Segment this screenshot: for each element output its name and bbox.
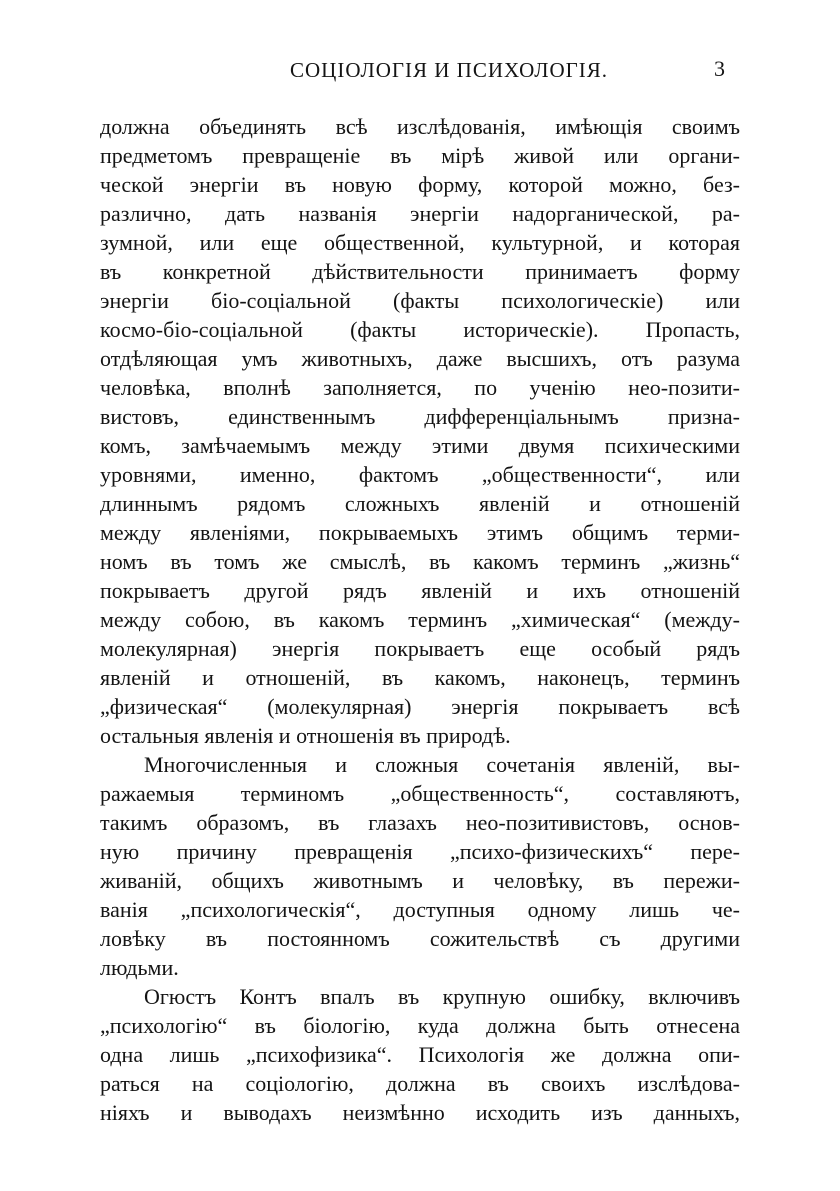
text-line: молекулярная) энергія покрываетъ еще особый рядъ bbox=[100, 636, 740, 661]
text-line: между явленіями, покрываемыхъ этимъ общимъ терми- bbox=[100, 520, 740, 545]
text-line: отдѣляющая умъ животныхъ, даже высшихъ, отъ разума bbox=[100, 346, 740, 371]
text-line: уровнями, именно, фактомъ „общественности“, или bbox=[100, 462, 740, 487]
text-line: покрываетъ другой рядъ явленій и ихъ отношеній bbox=[100, 578, 740, 603]
text-line: ную причину превращенія „психо-физическихъ“ пере- bbox=[100, 839, 740, 864]
text-line: между собою, въ какомъ терминъ „химическая“ (между- bbox=[100, 607, 740, 632]
text-line: Огюстъ Контъ впалъ въ крупную ошибку, включивъ bbox=[144, 984, 740, 1009]
text-line: космо-біо-соціальной (факты историческіе). Пропасть, bbox=[100, 317, 740, 342]
text-line: человѣка, вполнѣ заполняется, по ученію нео-позити- bbox=[100, 375, 740, 400]
text-line: живаній, общихъ животнымъ и человѣку, въ пережи- bbox=[100, 868, 740, 893]
paragraph-2 bbox=[100, 750, 740, 982]
body-text bbox=[100, 112, 740, 1127]
text-line: вистовъ, единственнымъ дифференціальнымъ призна- bbox=[100, 404, 740, 429]
text-line: „психологію“ въ біологію, куда должна быть отнесена bbox=[100, 1013, 740, 1038]
text-line: должна объединять всѣ изслѣдованія, имѣющія своимъ bbox=[100, 114, 740, 139]
text-line: одна лишь „психофизика“. Психологія же должна опи- bbox=[100, 1042, 740, 1067]
paragraph-3 bbox=[100, 982, 740, 1127]
text-line: раться на соціологію, должна въ своихъ изслѣдова- bbox=[100, 1071, 740, 1096]
text-line: номъ въ томъ же смыслѣ, въ какомъ терминъ „жизнь“ bbox=[100, 549, 740, 574]
text-line: въ конкретной дѣйствительности принимаетъ форму bbox=[100, 259, 740, 284]
text-line: ніяхъ и выводахъ неизмѣнно исходить изъ данныхъ, bbox=[100, 1100, 740, 1125]
text-line: ванія „психологическія“, доступныя одному лишь че- bbox=[100, 897, 740, 922]
paragraph-1 bbox=[100, 112, 740, 750]
text-line: зумной, или еще общественной, культурной, и которая bbox=[100, 230, 740, 255]
text-line: такимъ образомъ, въ глазахъ нео-позитивистовъ, основ- bbox=[100, 810, 740, 835]
text-line: предметомъ превращеніе въ мірѣ живой или органи- bbox=[100, 143, 740, 168]
text-line: различно, дать названія энергіи надорганической, ра- bbox=[100, 201, 740, 226]
text-line: явленій и отношеній, въ какомъ, наконецъ, терминъ bbox=[100, 665, 740, 690]
text-line: ражаемыя терминомъ „общественность“, составляютъ, bbox=[100, 781, 740, 806]
text-line: ческой энергіи въ новую форму, которой можно, без- bbox=[100, 172, 740, 197]
text-line: длиннымъ рядомъ сложныхъ явленій и отношеній bbox=[100, 491, 740, 516]
text-line: Многочисленныя и сложныя сочетанія явленій, вы- bbox=[144, 752, 740, 777]
text-line: людьми. bbox=[100, 955, 179, 980]
text-line: „физическая“ (молекулярная) энергія покрываетъ всѣ bbox=[100, 694, 740, 719]
text-line: комъ, замѣчаемымъ между этими двумя психическими bbox=[100, 433, 740, 458]
text-line: остальныя явленія и отношенія въ природѣ. bbox=[100, 723, 511, 748]
text-line: энергіи біо-соціальной (факты психологическіе) или bbox=[100, 288, 740, 313]
page-number: 3 bbox=[714, 56, 725, 81]
running-title: СОЦІОЛОГІЯ И ПСИХОЛОГІЯ. bbox=[290, 58, 609, 82]
text-line: ловѣку въ постоянномъ сожительствѣ съ другими bbox=[100, 926, 740, 951]
